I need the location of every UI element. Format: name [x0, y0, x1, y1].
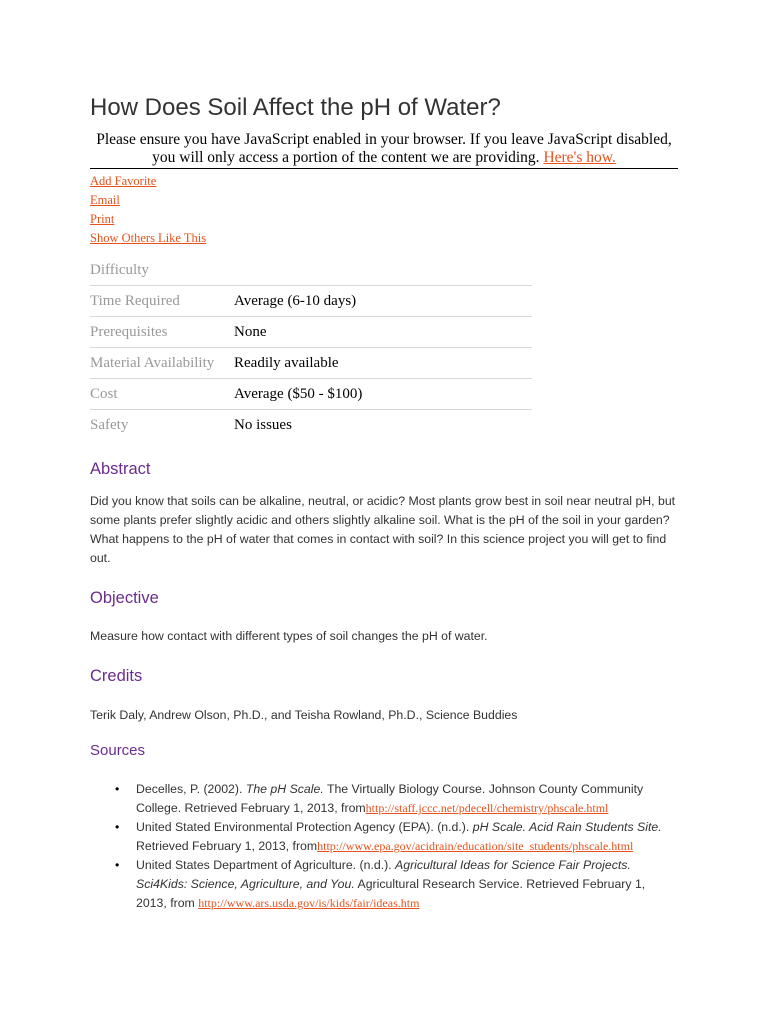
- material-availability-value: Readily available: [234, 348, 532, 379]
- javascript-notice-text: Please ensure you have JavaScript enabled in your browser. If you leave JavaScript disabled, you will only access a portion of the content we are providing.: [96, 131, 672, 166]
- add-favorite-link[interactable]: Add Favorite: [90, 174, 157, 188]
- page-title: How Does Soil Affect the pH of Water?: [90, 94, 501, 121]
- source-details: Agricultural Research Service. Retrieved February 1, 2013, from: [136, 877, 646, 910]
- safety-value: No issues: [234, 410, 532, 441]
- email-link[interactable]: Email: [90, 193, 120, 207]
- source-link[interactable]: http://www.epa.gov/acidrain/education/site_students/phscale.html: [317, 839, 634, 853]
- show-others-like-this-link[interactable]: Show Others Like This: [90, 231, 207, 245]
- time-required-value: Average (6-10 days): [234, 286, 532, 317]
- source-author: Decelles, P. (2002).: [136, 782, 246, 796]
- sources-heading: Sources: [90, 742, 146, 759]
- source-details: The Virtually Biology Course. Johnson County Community College. Retrieved February 1, 2013, from: [136, 782, 644, 815]
- difficulty-value: [234, 255, 532, 286]
- abstract-text: Did you know that soils can be alkaline, neutral, or acidic? Most plants grow best in soil near neutral pH, but some plants prefer slightly acidic and others slightly alkaline soil. What is the pH of the soil in your garden? What happens to the pH of water that comes in contact with soil? In this science project you will get to find out.: [90, 494, 676, 565]
- cost-value: Average ($50 - $100): [234, 379, 532, 410]
- safety-label: Safety: [90, 410, 234, 441]
- sources-list: [90, 780, 678, 913]
- list-item: [115, 856, 678, 913]
- table-row: [90, 379, 532, 410]
- table-row: [90, 317, 532, 348]
- abstract-heading: Abstract: [90, 460, 151, 478]
- difficulty-label: Difficulty: [90, 261, 149, 278]
- time-required-label: Time Required: [90, 286, 234, 317]
- prerequisites-label: Prerequisites: [90, 317, 234, 348]
- table-row: [90, 286, 532, 317]
- table-row: [90, 255, 532, 286]
- source-title: Agricultural Ideas for Science Fair Projects. Sci4Kids: Science, Agriculture, and You.: [136, 858, 631, 891]
- table-row: [90, 348, 532, 379]
- list-item: [115, 818, 678, 856]
- objective-text: Measure how contact with different types of soil changes the pH of water.: [90, 629, 488, 643]
- material-availability-label: Material Availability: [90, 348, 234, 379]
- source-title: pH Scale. Acid Rain Students Site.: [472, 820, 662, 834]
- credits-heading: Credits: [90, 667, 143, 685]
- print-link[interactable]: Print: [90, 212, 115, 226]
- bullet-icon: •: [115, 782, 120, 796]
- source-author: United States Department of Agriculture. (n.d.).: [136, 858, 396, 872]
- heres-how-link[interactable]: Here's how.: [543, 149, 616, 166]
- prerequisites-value: None: [234, 317, 532, 348]
- table-row: [90, 410, 532, 441]
- objective-heading: Objective: [90, 589, 159, 607]
- credits-text: Terik Daly, Andrew Olson, Ph.D., and Teisha Rowland, Ph.D., Science Buddies: [90, 708, 518, 722]
- source-author: United Stated Environmental Protection Agency (EPA). (n.d.).: [136, 820, 473, 834]
- action-links: [90, 172, 206, 248]
- source-link[interactable]: http://staff.jccc.net/pdecell/chemistry/phscale.html: [365, 801, 609, 815]
- project-info-table: [90, 255, 532, 440]
- source-link[interactable]: http://www.ars.usda.gov/is/kids/fair/ideas.htm: [198, 896, 420, 910]
- source-title: The pH Scale.: [245, 782, 324, 796]
- source-details: Retrieved February 1, 2013, from: [136, 839, 318, 853]
- list-item: [115, 780, 678, 818]
- javascript-notice: [90, 131, 678, 169]
- bullet-icon: •: [115, 858, 120, 872]
- cost-label: Cost: [90, 379, 234, 410]
- bullet-icon: •: [115, 820, 120, 834]
